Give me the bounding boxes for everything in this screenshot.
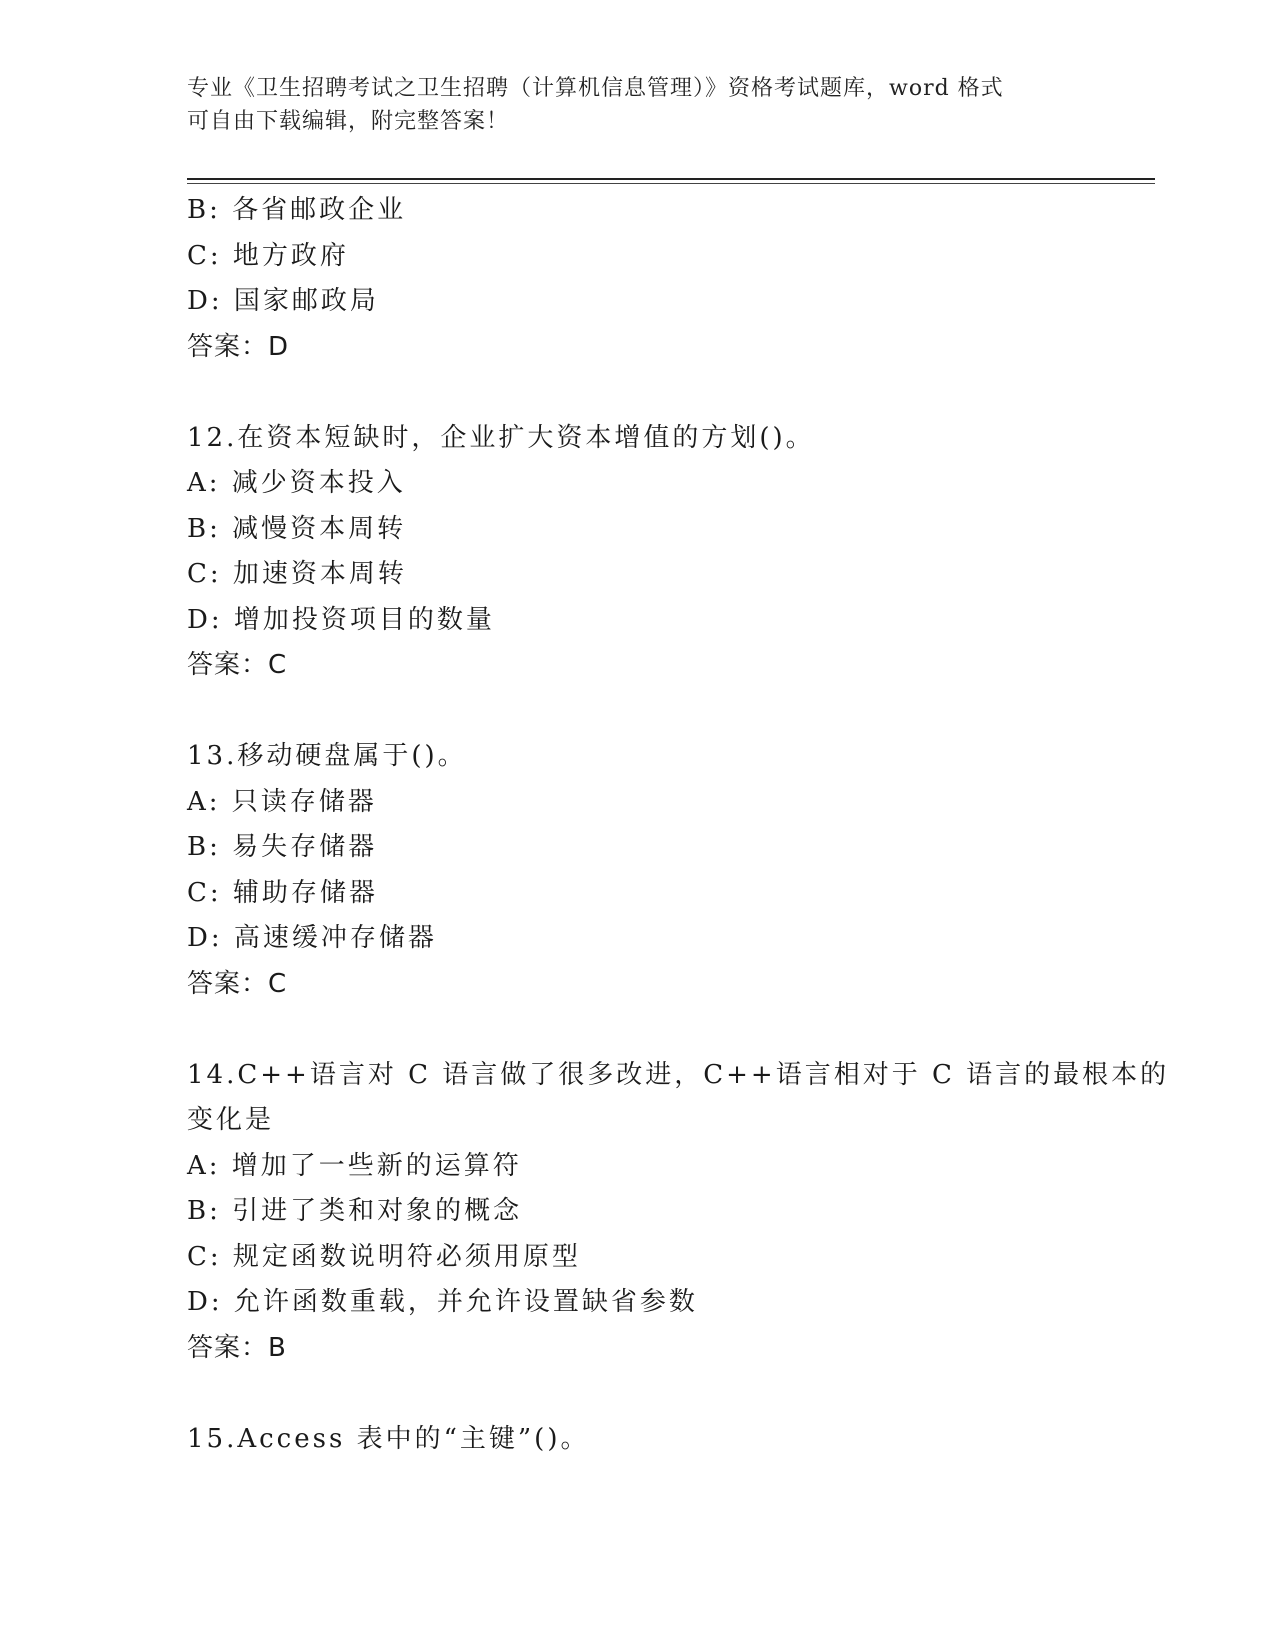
header-divider-thin xyxy=(187,183,1155,184)
header-divider-thick xyxy=(187,178,1155,180)
q13-option-b: B: 易失存储器 xyxy=(187,832,378,862)
question-11 xyxy=(187,188,1107,370)
q12-option-b: B: 减慢资本周转 xyxy=(187,513,407,544)
q11-option-b: B: 各省邮政企业 xyxy=(187,195,407,225)
q14-answer: 答案：B xyxy=(187,1332,287,1363)
question-12 xyxy=(187,416,1107,689)
document-header xyxy=(187,72,1087,138)
spacer xyxy=(187,370,1107,416)
q13-option-d: D: 高速缓冲存储器 xyxy=(187,923,437,953)
q14-question-line-1: 14.C++语言对 C 语言做了很多改进，C++语言相对于 C 语言的最根本的 xyxy=(187,1059,1170,1090)
q14-option-d: D: 允许函数重载，并允许设置缺省参数 xyxy=(187,1287,698,1317)
q14-option-a: A: 增加了一些新的运算符 xyxy=(187,1150,522,1181)
q13-option-a: A: 只读存储器 xyxy=(187,786,377,817)
header-line-2: 可自由下载编辑，附完整答案！ xyxy=(187,109,510,134)
spacer xyxy=(187,1007,1107,1053)
q12-option-c: C: 加速资本周转 xyxy=(187,559,407,589)
q14-option-c: C: 规定函数说明符必须用原型 xyxy=(187,1241,581,1272)
question-list xyxy=(187,188,1170,1462)
q13-option-c: C: 辅助存储器 xyxy=(187,877,378,908)
question-15 xyxy=(187,1417,1107,1463)
q12-answer: 答案：C xyxy=(187,650,288,680)
q11-option-c: C: 地方政府 xyxy=(187,240,349,271)
spacer xyxy=(187,689,1107,735)
q14-option-b: B: 引进了类和对象的概念 xyxy=(187,1196,523,1226)
question-13 xyxy=(187,734,1107,1007)
q13-question: 13.移动硬盘属于()。 xyxy=(187,741,467,771)
q11-answer: 答案：D xyxy=(187,331,290,362)
q12-option-d: D: 增加投资项目的数量 xyxy=(187,604,495,635)
spacer xyxy=(187,1371,1107,1417)
q15-question: 15.Access 表中的“主键”()。 xyxy=(187,1423,590,1454)
q11-option-d: D: 国家邮政局 xyxy=(187,286,379,316)
q14-question-line-2: 变化是 xyxy=(187,1105,275,1135)
question-14 xyxy=(187,1053,1170,1372)
header-line-1: 专业《卫生招聘考试之卫生招聘（计算机信息管理）》资格考试题库，word 格式 xyxy=(187,76,1004,101)
q12-question: 12.在资本短缺时，企业扩大资本增值的方划()。 xyxy=(187,422,815,453)
q13-answer: 答案：C xyxy=(187,968,288,999)
q12-option-a: A: 减少资本投入 xyxy=(187,468,406,498)
